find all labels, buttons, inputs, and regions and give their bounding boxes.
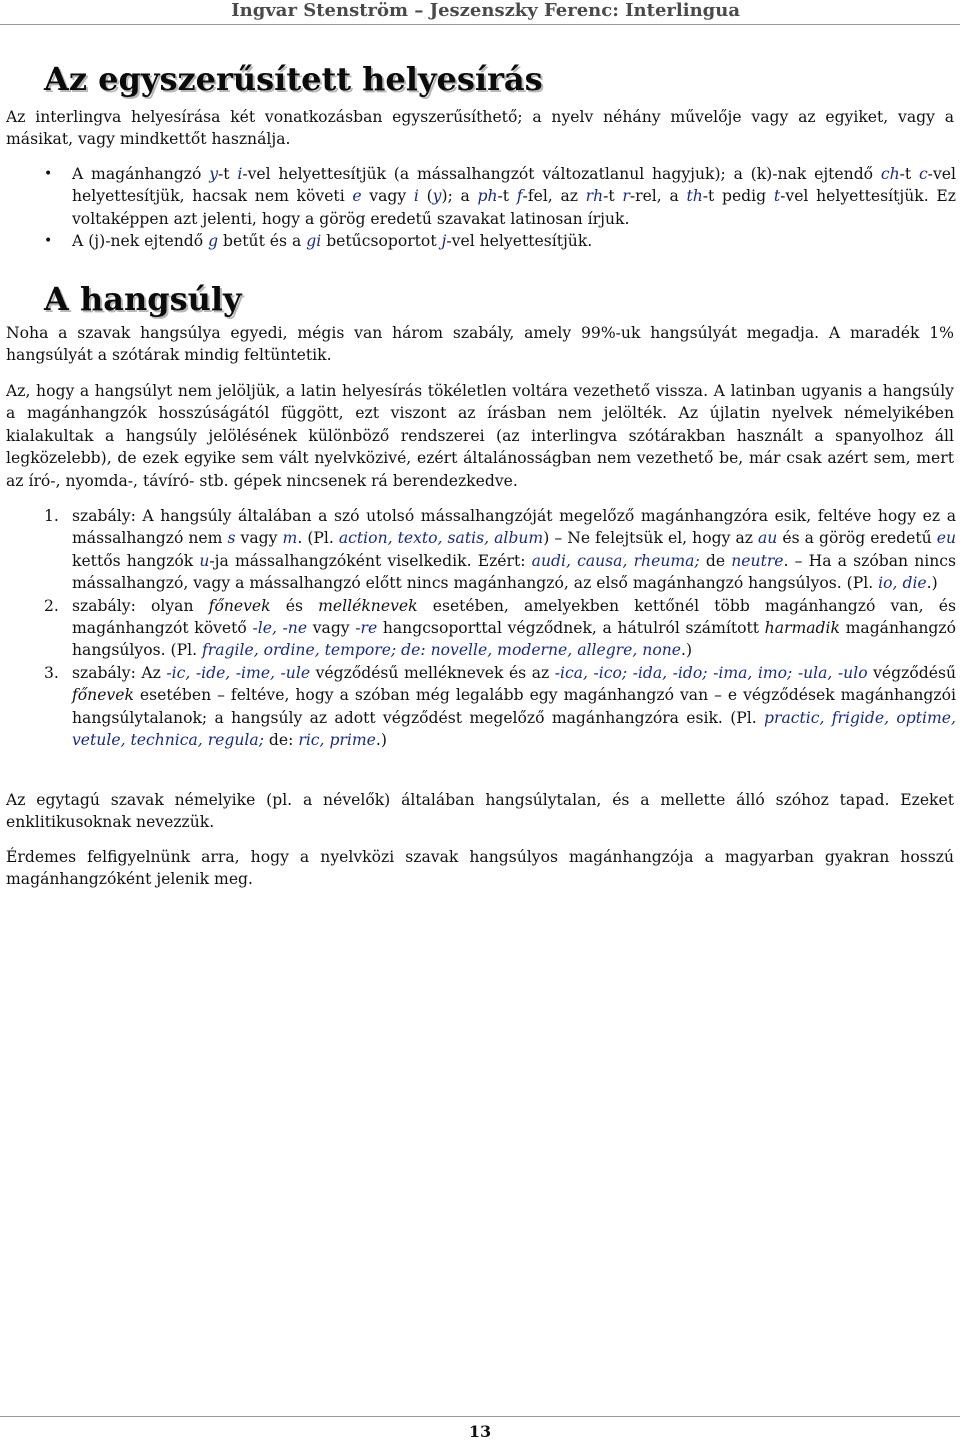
text-span: ( (418, 187, 433, 206)
text-span: -t pedig (702, 187, 774, 206)
example-letter: i (413, 187, 419, 206)
text-span: -rel, a (629, 187, 687, 206)
text-span: betűcsoportot (321, 232, 442, 251)
bullet-item-g-replacement (0, 230, 956, 252)
text-span: és a görög eredetű (777, 529, 937, 548)
text-span: -t (899, 165, 919, 183)
text-span: végződésű (867, 663, 956, 682)
text-span: hangcsoporttal végződnek, a hátulról számított (377, 619, 765, 638)
example-words: neutre (731, 551, 784, 570)
stress-paragraph-3: Az egytagú szavak némelyike (pl. a névelők) általában hangsúlytalan, és a mellette álló szóhoz tapad. Ezeket enklitikusoknak nevezzük. (6, 791, 954, 832)
text-span: vagy (235, 529, 283, 548)
example-letter: e (352, 187, 362, 206)
text-span: A magánhangzó (72, 165, 210, 183)
stress-paragraph-2: Az, hogy a hangsúlyt nem jelöljük, a latin helyesírás tökéletlen voltára vezethető vissza. A latinban ugyanis a hangsúly a magánhangzók hosszúságától függött, ezt viszont az írásban nem jelölték. Az újlatin nyelvek némelyikében kialakultak a hangsúly jelölésének különböző rendszerei (az interlingva szótárakban használt a spanyolhoz áll legközelebb), de ezek egyike sem vált nyelvközivé, ezért általánosságban nem vezethető be, már csak azért sem, mert az író-, nyomda-, távíró- stb. gépek nincsenek rá berendezkedve. (6, 382, 954, 490)
text-span: -vel helyettesítjük, hacsak nem követi (72, 165, 956, 206)
orthography-bullets (0, 163, 960, 253)
rule-item-2 (0, 595, 956, 662)
text-span: ) – Ne felejtsük el, hogy az (543, 529, 759, 548)
text-span: . – Ha a szóban nincs mássalhangzó, vagy a mássalhangzó előtt nincs magánhangzó, az első magánhangzó hangsúlyos. (Pl. (72, 551, 957, 593)
section-heading-stress: A hangsúly (44, 280, 242, 318)
example-words: audi, causa, rheuma; (531, 551, 700, 570)
text-span: szabály: olyan (72, 596, 209, 615)
emphasis-text: főnevek (72, 686, 134, 705)
text-span: .) (680, 641, 693, 660)
page-number: 13 (468, 1422, 492, 1441)
example-letter: au (758, 529, 778, 548)
section-heading-orthography: Az egyszerűsített helyesírás (44, 60, 543, 98)
example-suffix: -re (355, 619, 378, 638)
header-rule (0, 24, 960, 25)
text-span: és (270, 596, 319, 615)
rule-item-3 (0, 662, 956, 752)
text-span: szabály: A hangsúly általában a szó utolsó mássalhangzóját megelőző magánhangzóra esik, feltéve hogy ez a mássalhangzó nem (72, 507, 956, 548)
stress-paragraph-4: Érdemes felfigyelnünk arra, hogy a nyelvközi szavak hangsúlyos magánhangzója a magyarban gyakran hosszú magánhangzóként jelenik meg. (6, 848, 954, 889)
emphasis-text: főnevek (208, 596, 271, 615)
example-words: io, die (878, 574, 927, 593)
example-letter: c (918, 165, 928, 183)
text-span: .) (926, 574, 938, 593)
text-span: -vel helyettesítjük. (446, 232, 593, 251)
emphasis-text: harmadik (764, 619, 840, 638)
text-span: -t (603, 187, 623, 206)
example-letter: m (282, 529, 298, 548)
example-words: practic, frigide, optime, vetule, technica, regula; (72, 708, 956, 750)
text-span: esetében, amelyekben kettőnél több magánhangzó van, és magánhangzót követő (72, 596, 956, 638)
bullet-item-vowel-replacement (0, 163, 956, 230)
example-letter: eu (936, 529, 957, 548)
rule-number: 2. (44, 596, 59, 615)
example-letter: y (209, 165, 218, 183)
text-span: esetében – feltéve, hogy a szóban még legalább egy magánhangzó van – e végződések magánhangzói hangsúlytalanok; a hangsúly az adott végződést megelőző magánhangzóra esik. (Pl. (72, 686, 956, 727)
text-span: -t (218, 165, 238, 183)
text-span: -t (497, 187, 517, 206)
example-letter: t (773, 187, 781, 206)
stress-rules-list (0, 505, 960, 751)
text-span: kettős hangzók (72, 551, 200, 570)
running-title: Ingvar Stenström – Jeszenszky Ferenc: Interlingua (231, 0, 740, 21)
text-span: . (Pl. (297, 529, 339, 548)
footer-rule (0, 1416, 960, 1417)
example-letter: rh (585, 187, 604, 206)
example-letter: u (199, 551, 210, 570)
rule-number: 3. (44, 663, 59, 682)
text-span: ); a (441, 187, 478, 206)
text-span: de: (263, 731, 299, 750)
example-letter: y (432, 187, 442, 206)
rule-number: 1. (44, 507, 59, 525)
text-span: magánhangzó hangsúlyos. (Pl. (72, 619, 956, 660)
rule-item-1 (0, 505, 956, 595)
text-span: .) (375, 731, 387, 750)
text-span: -ja mássalhangzóként viselkedik. Ezért: (209, 551, 532, 570)
text-span: -fel, az (522, 187, 586, 206)
text-span: vagy (361, 187, 414, 206)
intro-paragraph: Az interlingva helyesírása két vonatkozásban egyszerűsíthető; a nyelv néhány művelője vagy az egyiket, vagy a másikat, vagy mindkettőt használja. (6, 108, 954, 149)
example-letter: ch (880, 165, 900, 183)
text-span: végződésű melléknevek és az (310, 663, 555, 682)
example-words: fragile, ordine, tempore; de: novelle, moderne, allegre, none (202, 641, 681, 660)
example-letter: g (208, 232, 219, 251)
text-span: A (j)-nek ejtendő (72, 232, 209, 251)
text-span: szabály: Az (72, 663, 167, 682)
example-letter: th (686, 187, 703, 206)
example-suffix: -ica, -ico; -ida, -ido; -ima, imo; -ula, -ulo (554, 663, 868, 682)
example-suffix: -ic, -ide, -ime, -ule (166, 663, 311, 682)
example-suffix: -le, -ne (252, 619, 308, 638)
text-span: de (699, 551, 732, 570)
stress-paragraph-1: Noha a szavak hangsúlya egyedi, mégis van három szabály, amely 99%-uk hangsúlyát megadja. A maradék 1% hangsúlyát a szótárak mindig feltüntetik. (6, 324, 954, 365)
text-span: -vel helyettesítjük (a mássalhangzót változatlanul hagyjuk); a (k)-nak ejtendő (242, 165, 881, 183)
example-letter: f (516, 187, 523, 206)
example-letter: r (622, 187, 630, 206)
example-letter: j (441, 232, 447, 251)
text-span: betűt és a (218, 232, 307, 251)
emphasis-text: melléknevek (318, 596, 418, 615)
example-words: action, texto, satis, album (338, 529, 544, 548)
text-span: -vel helyettesítjük. Ez voltaképpen azt jelenti, hogy a görög eredetű szavakat latinosan írjuk. (72, 187, 956, 228)
example-words: ric, prime (298, 731, 376, 750)
example-letter: gi (306, 232, 322, 251)
text-span: vagy (307, 619, 356, 638)
example-letter: s (227, 529, 236, 548)
example-letter: ph (477, 187, 498, 206)
example-letter: i (237, 165, 243, 183)
